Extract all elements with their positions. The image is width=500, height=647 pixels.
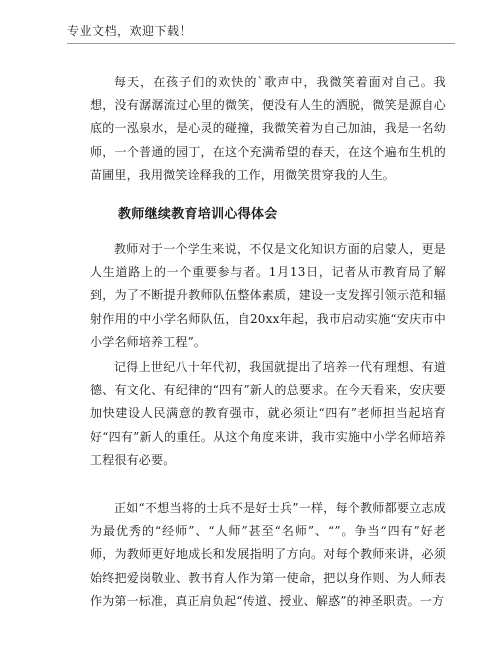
paragraph-4: 正如“不想当将的士兵不是好士兵”一样，每个教师都要立志成为最优秀的“经师”、“人师”甚至“名师”、“”。争当“四有”好老师，为教师更好地成长和发展指明了方向。对每个教师来讲，必须始终把爱岗敬业、教书育人作为第一使命，把以身作则、为人师表作为第一标准，真正肩负起“传道、授业、解惑”的神圣职责。一方 [90, 501, 446, 608]
paragraph-1: 每天，在孩子们的欢快的`歌声中，我微笑着面对自己。我想，没有潺潺流过心里的微笑，便没有人生的洒脱，微笑是源自心底的一泓泉水，是心灵的碰撞，我微笑着为自己加油，我是一名幼师，一个普通的园丁，在这个充满希望的春天，在这个遍布生机的苗圃里，我用微笑诠释我的工作，用微笑贯穿我的人生。 [90, 75, 446, 182]
section-title: 教师继续教育培训心得体会 [118, 207, 278, 222]
header-divider [67, 43, 455, 44]
page-header: 专业文档，欢迎下载！ [67, 24, 193, 38]
paragraph-3: 记得上世纪八十年代初，我国就提出了培养一代有理想、有道德、有文化、有纪律的“四有”新人的总要求。在今天看来，安庆要加快建设人民满意的教育强市，就必须让“四有”老师担当起培育好“四有”新人的重任。从这个角度来讲，我市实施中小学名师培养工程很有必要。 [90, 360, 446, 467]
paragraph-2: 教师对于一个学生来说，不仅是文化知识方面的启蒙人，更是人生道路上的一个重要参与者。1月13日，记者从市教育局了解到，为了不断提升教师队伍整体素质，建设一支发挥引领示范和辐射作用的中小学名师队伍，自20xx年起，我市启动实施“安庆市中小学名师培养工程”。 [90, 242, 446, 349]
